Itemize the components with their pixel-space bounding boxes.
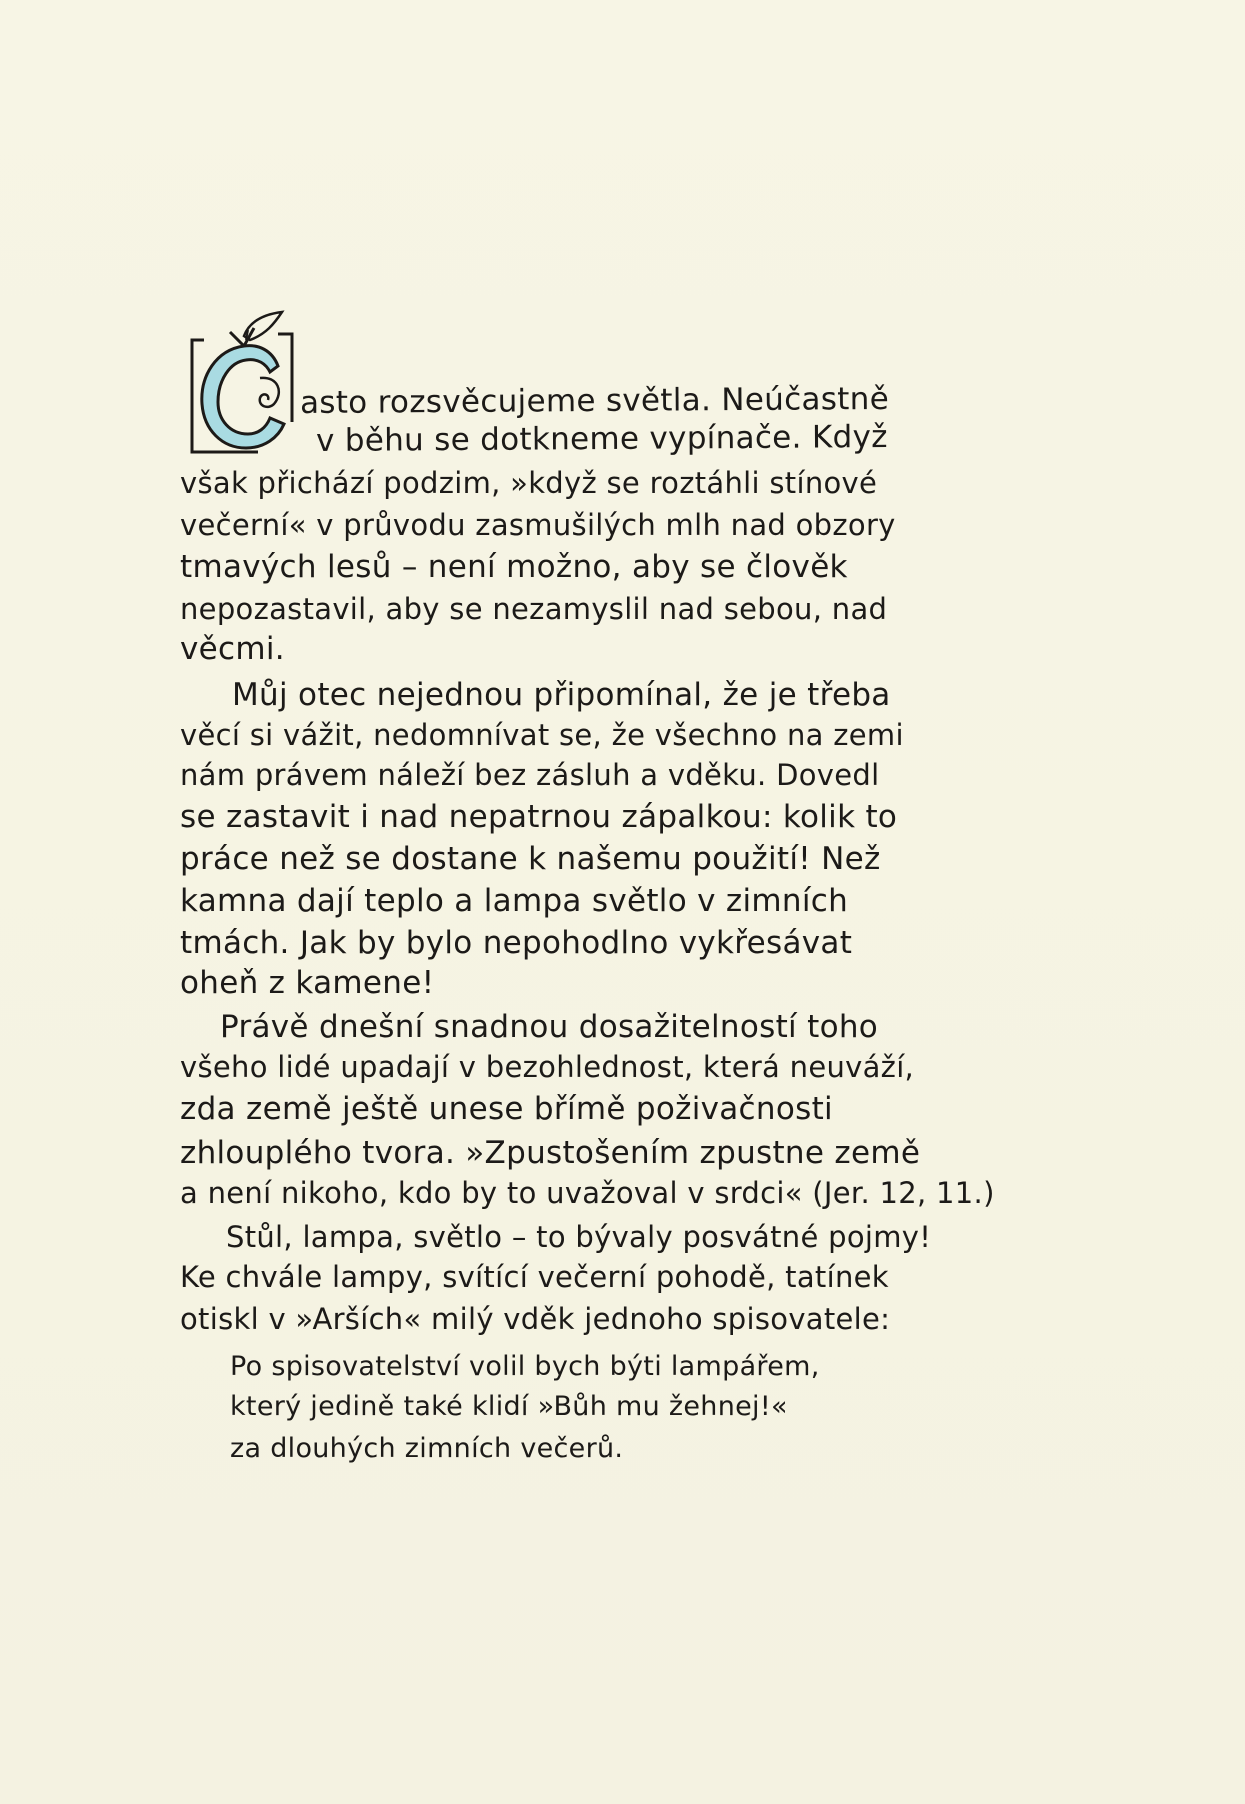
- text-line: Stůl, lampa, světlo – to bývaly posvátné pojmy!: [226, 1220, 932, 1254]
- text-line: nepozastavil, aby se nezamyslil nad sebou, nad: [180, 592, 888, 626]
- text-line: kamna dají teplo a lampa světlo v zimních: [180, 883, 849, 919]
- quote-line: který jedině také klidí »Bůh mu žehnej!«: [230, 1391, 788, 1422]
- text-line: a není nikoho, kdo by to uvažoval v srdci« (Jer. 12, 11.): [180, 1176, 995, 1210]
- text-line: otiskl v »Arších« milý vděk jednoho spisovatele:: [180, 1302, 891, 1336]
- text-line: všeho lidé upadají v bezohlednost, která neuváží,: [180, 1050, 915, 1084]
- quote-line: Po spisovatelství volil bych býti lampářem,: [230, 1351, 820, 1382]
- initial-letter-text: Č: [186, 310, 187, 311]
- text-line: oheň z kamene!: [180, 965, 435, 1001]
- text-line: práce než se dostane k našemu použití! Než: [180, 841, 881, 877]
- text-line: však přichází podzim, »když se roztáhli stínové: [180, 466, 878, 500]
- text-line: v běhu se dotkneme vypínače. Když: [315, 419, 888, 459]
- text-line: Právě dnešní snadnou dosažitelností toho: [220, 1009, 879, 1045]
- text-line: večerní« v průvodu zasmušilých mlh nad obzory: [180, 508, 896, 542]
- text-line: nám právem náleží bez zásluh a vděku. Dovedl: [180, 758, 880, 792]
- text-line: věcí si vážit, nedomnívat se, že všechno na zemi: [180, 718, 904, 752]
- decorated-initial: [186, 310, 306, 460]
- quote-line: za dlouhých zimních večerů.: [230, 1433, 624, 1464]
- text-line: zhlouplého tvora. »Zpustošením zpustne země: [180, 1135, 921, 1171]
- text-line: věcmi.: [180, 631, 285, 667]
- text-line: Ke chvále lampy, svítící večerní pohodě, tatínek: [180, 1260, 889, 1294]
- text-line: zda země ještě unese břímě poživačnosti: [180, 1091, 833, 1127]
- text-line: asto rozsvěcujeme světla. Neúčastně: [299, 380, 890, 422]
- text-line: Můj otec nejednou připomínal, že je třeba: [232, 677, 891, 713]
- text-line: tmavých lesů – není možno, aby se člověk: [180, 549, 848, 585]
- text-line: tmách. Jak by bylo nepohodlno vykřesávat: [180, 925, 853, 961]
- text-line: se zastavit i nad nepatrnou zápalkou: kolik to: [180, 799, 898, 835]
